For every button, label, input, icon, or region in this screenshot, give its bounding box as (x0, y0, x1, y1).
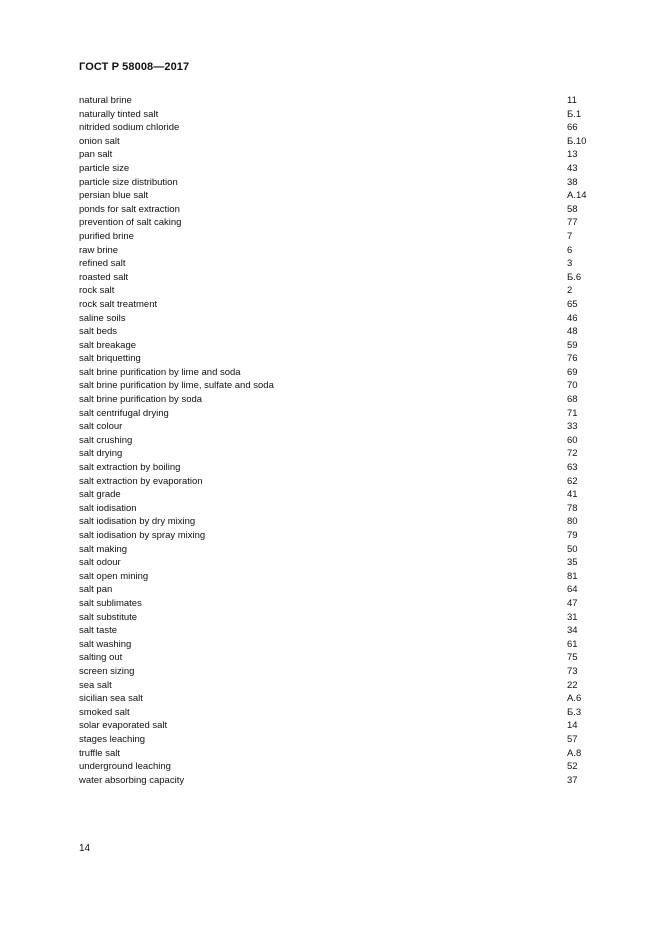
index-term: salt making (79, 543, 128, 555)
index-term: salt grade (79, 489, 121, 501)
index-term: truffle salt (79, 747, 121, 759)
index-term: salt brine purification by lime, sulfate and soda (79, 380, 274, 392)
index-term-number: Б.3 (567, 706, 582, 718)
index-term: salt sublimates (79, 597, 142, 609)
index-entry (79, 692, 599, 706)
index-entry (79, 298, 599, 312)
index-term-number: 11 (567, 95, 577, 106)
index-term: solar evaporated salt (79, 720, 168, 732)
index-term: pan salt (79, 149, 113, 161)
index-entry (79, 94, 599, 108)
index-term-number: 14 (567, 720, 578, 732)
index-term: saline soils (79, 312, 126, 324)
index-term: salt drying (79, 448, 123, 460)
index-term-number: 73 (567, 665, 578, 677)
index-term-number: 81 (567, 570, 578, 582)
index-term-number: 68 (567, 394, 578, 406)
index-term: purified brine (79, 230, 134, 242)
index-entry (79, 189, 599, 203)
index-entry (79, 665, 599, 679)
index-entry (79, 203, 599, 217)
index-term-number: 60 (567, 434, 578, 446)
index-term-number: 62 (567, 475, 578, 487)
index-term: salt iodisation by dry mixing (79, 516, 196, 528)
index-entry (79, 774, 599, 788)
index-entry (79, 611, 599, 625)
index-term: naturally tinted salt (79, 108, 159, 120)
index-entry (79, 230, 599, 244)
index-entry (79, 379, 599, 393)
index-term: salt centrifugal drying (79, 407, 169, 419)
index-entry (79, 556, 599, 570)
index-entry (79, 108, 599, 122)
index-entry (79, 760, 599, 774)
index-entry (79, 638, 599, 652)
index-term: persian blue salt (79, 190, 149, 202)
index-term: salt crushing (79, 434, 133, 446)
index-term: ponds for salt extraction (79, 203, 180, 215)
index-term-number: 41 (567, 489, 578, 501)
index-term-number: Б.10 (567, 135, 587, 147)
index-term-number: 57 (567, 733, 578, 745)
index-term-number: 59 (567, 339, 578, 351)
index-term: salt beds (79, 326, 118, 338)
index-term-number: 71 (567, 407, 578, 419)
index-entry (79, 706, 599, 720)
index-entry (79, 244, 599, 258)
index-term: prevention of salt caking (79, 217, 182, 229)
index-entry (79, 162, 599, 176)
index-term-number: Б.6 (567, 271, 582, 283)
index-entry (79, 176, 599, 190)
index-entry (79, 624, 599, 638)
index-term: nitrided sodium chloride (79, 122, 180, 134)
index-entry (79, 148, 599, 162)
index-term-number: 75 (567, 652, 578, 664)
index-term-number: 13 (567, 149, 578, 161)
index-term-number: 80 (567, 516, 578, 528)
index-term: refined salt (79, 258, 126, 270)
index-term: sicilian sea salt (79, 693, 143, 705)
index-entry (79, 475, 599, 489)
index-entry (79, 543, 599, 557)
index-term: roasted salt (79, 271, 129, 283)
index-entry (79, 583, 599, 597)
index-term-number: 58 (567, 203, 578, 215)
index-term-number: А.8 (567, 747, 582, 759)
index-entry (79, 447, 599, 461)
index-term: salt taste (79, 625, 118, 637)
index-entry (79, 515, 599, 529)
index-entry (79, 339, 599, 353)
index-term: salt iodisation by spray mixing (79, 530, 206, 541)
index-term-number: 46 (567, 312, 578, 324)
index-term-number: 52 (567, 761, 578, 773)
index-term: stages leaching (79, 733, 146, 745)
index-term-number: 63 (567, 462, 578, 474)
index-term: water absorbing capacity (79, 774, 185, 786)
index-term: salt pan (79, 584, 113, 596)
index-term: salt extraction by evaporation (79, 475, 203, 487)
index-term-number: 65 (567, 298, 578, 310)
index-entry (79, 679, 599, 693)
index-term: raw brine (79, 244, 119, 256)
index-term: rock salt treatment (79, 298, 158, 310)
index-entry (79, 434, 599, 448)
index-term: salting out (79, 652, 123, 664)
index-term: salt washing (79, 638, 132, 650)
index-entry (79, 271, 599, 285)
index-term-number: 47 (567, 597, 578, 609)
index-entry (79, 597, 599, 611)
index-term: rock salt (79, 285, 115, 297)
index-term-number: 2 (567, 285, 573, 297)
index-entry (79, 461, 599, 475)
index-term: salt brine purification by lime and soda (79, 366, 241, 378)
index-term-number: 76 (567, 353, 578, 365)
index-term-number: 48 (567, 326, 578, 338)
index-term: sea salt (79, 679, 112, 691)
index-term-number: 64 (567, 584, 578, 596)
index-term-number: 78 (567, 502, 578, 514)
index-entry (79, 325, 599, 339)
index-term-number: 72 (567, 448, 578, 460)
index-term-number: 61 (567, 638, 578, 650)
index-term: salt open mining (79, 570, 149, 582)
index-term: screen sizing (79, 665, 135, 677)
index-entry (79, 651, 599, 665)
index-entry (79, 257, 599, 271)
index-entry (79, 407, 599, 421)
index-term-number: 66 (567, 122, 578, 134)
index-entry (79, 747, 599, 761)
index-entry (79, 352, 599, 366)
document-header: ГОСТ Р 58008—2017 (79, 61, 190, 73)
index-entry (79, 733, 599, 747)
index-term-number: А.14 (567, 190, 587, 202)
index-term-number: 50 (567, 543, 578, 555)
index-term: salt breakage (79, 339, 137, 351)
index-entry (79, 570, 599, 584)
index-term: particle size distribution (79, 176, 178, 188)
index-term: salt brine purification by soda (79, 394, 203, 406)
index-term: salt odour (79, 557, 121, 569)
index-term: particle size (79, 162, 130, 174)
index-term: salt extraction by boiling (79, 462, 181, 474)
index-entry (79, 502, 599, 516)
index-term-number: А.6 (567, 693, 582, 705)
index-entry (79, 366, 599, 380)
page-number: 14 (79, 843, 91, 854)
index-term-number: 3 (567, 258, 573, 270)
index-entry (79, 135, 599, 149)
index-term-number: 70 (567, 380, 578, 392)
index-term: salt substitute (79, 611, 138, 623)
index-entry (79, 216, 599, 230)
index-entry (79, 488, 599, 502)
index-term-number: 69 (567, 366, 578, 378)
index-term: salt colour (79, 421, 123, 433)
index-term: underground leaching (79, 761, 171, 773)
index-term-number: 43 (567, 162, 578, 174)
index-term-number: 31 (567, 611, 578, 623)
index-term-number: 37 (567, 774, 578, 786)
term-index-list (79, 94, 599, 787)
index-term: salt briquetting (79, 353, 141, 365)
index-term-number: 79 (567, 530, 578, 541)
index-term-number: Б.1 (567, 108, 582, 120)
index-term-number: 77 (567, 217, 578, 229)
index-term: onion salt (79, 135, 120, 147)
index-term: smoked salt (79, 706, 130, 718)
index-term-number: 38 (567, 176, 578, 188)
index-entry (79, 529, 599, 543)
index-entry (79, 393, 599, 407)
index-term-number: 6 (567, 244, 573, 256)
index-entry (79, 420, 599, 434)
index-term: natural brine (79, 95, 132, 106)
index-term: salt iodisation (79, 502, 137, 514)
index-term-number: 7 (567, 230, 573, 242)
index-term-number: 34 (567, 625, 578, 637)
index-entry (79, 312, 599, 326)
index-entry (79, 284, 599, 298)
index-entry (79, 121, 599, 135)
index-term-number: 22 (567, 679, 578, 691)
index-entry (79, 719, 599, 733)
index-term-number: 35 (567, 557, 578, 569)
index-term-number: 33 (567, 421, 578, 433)
